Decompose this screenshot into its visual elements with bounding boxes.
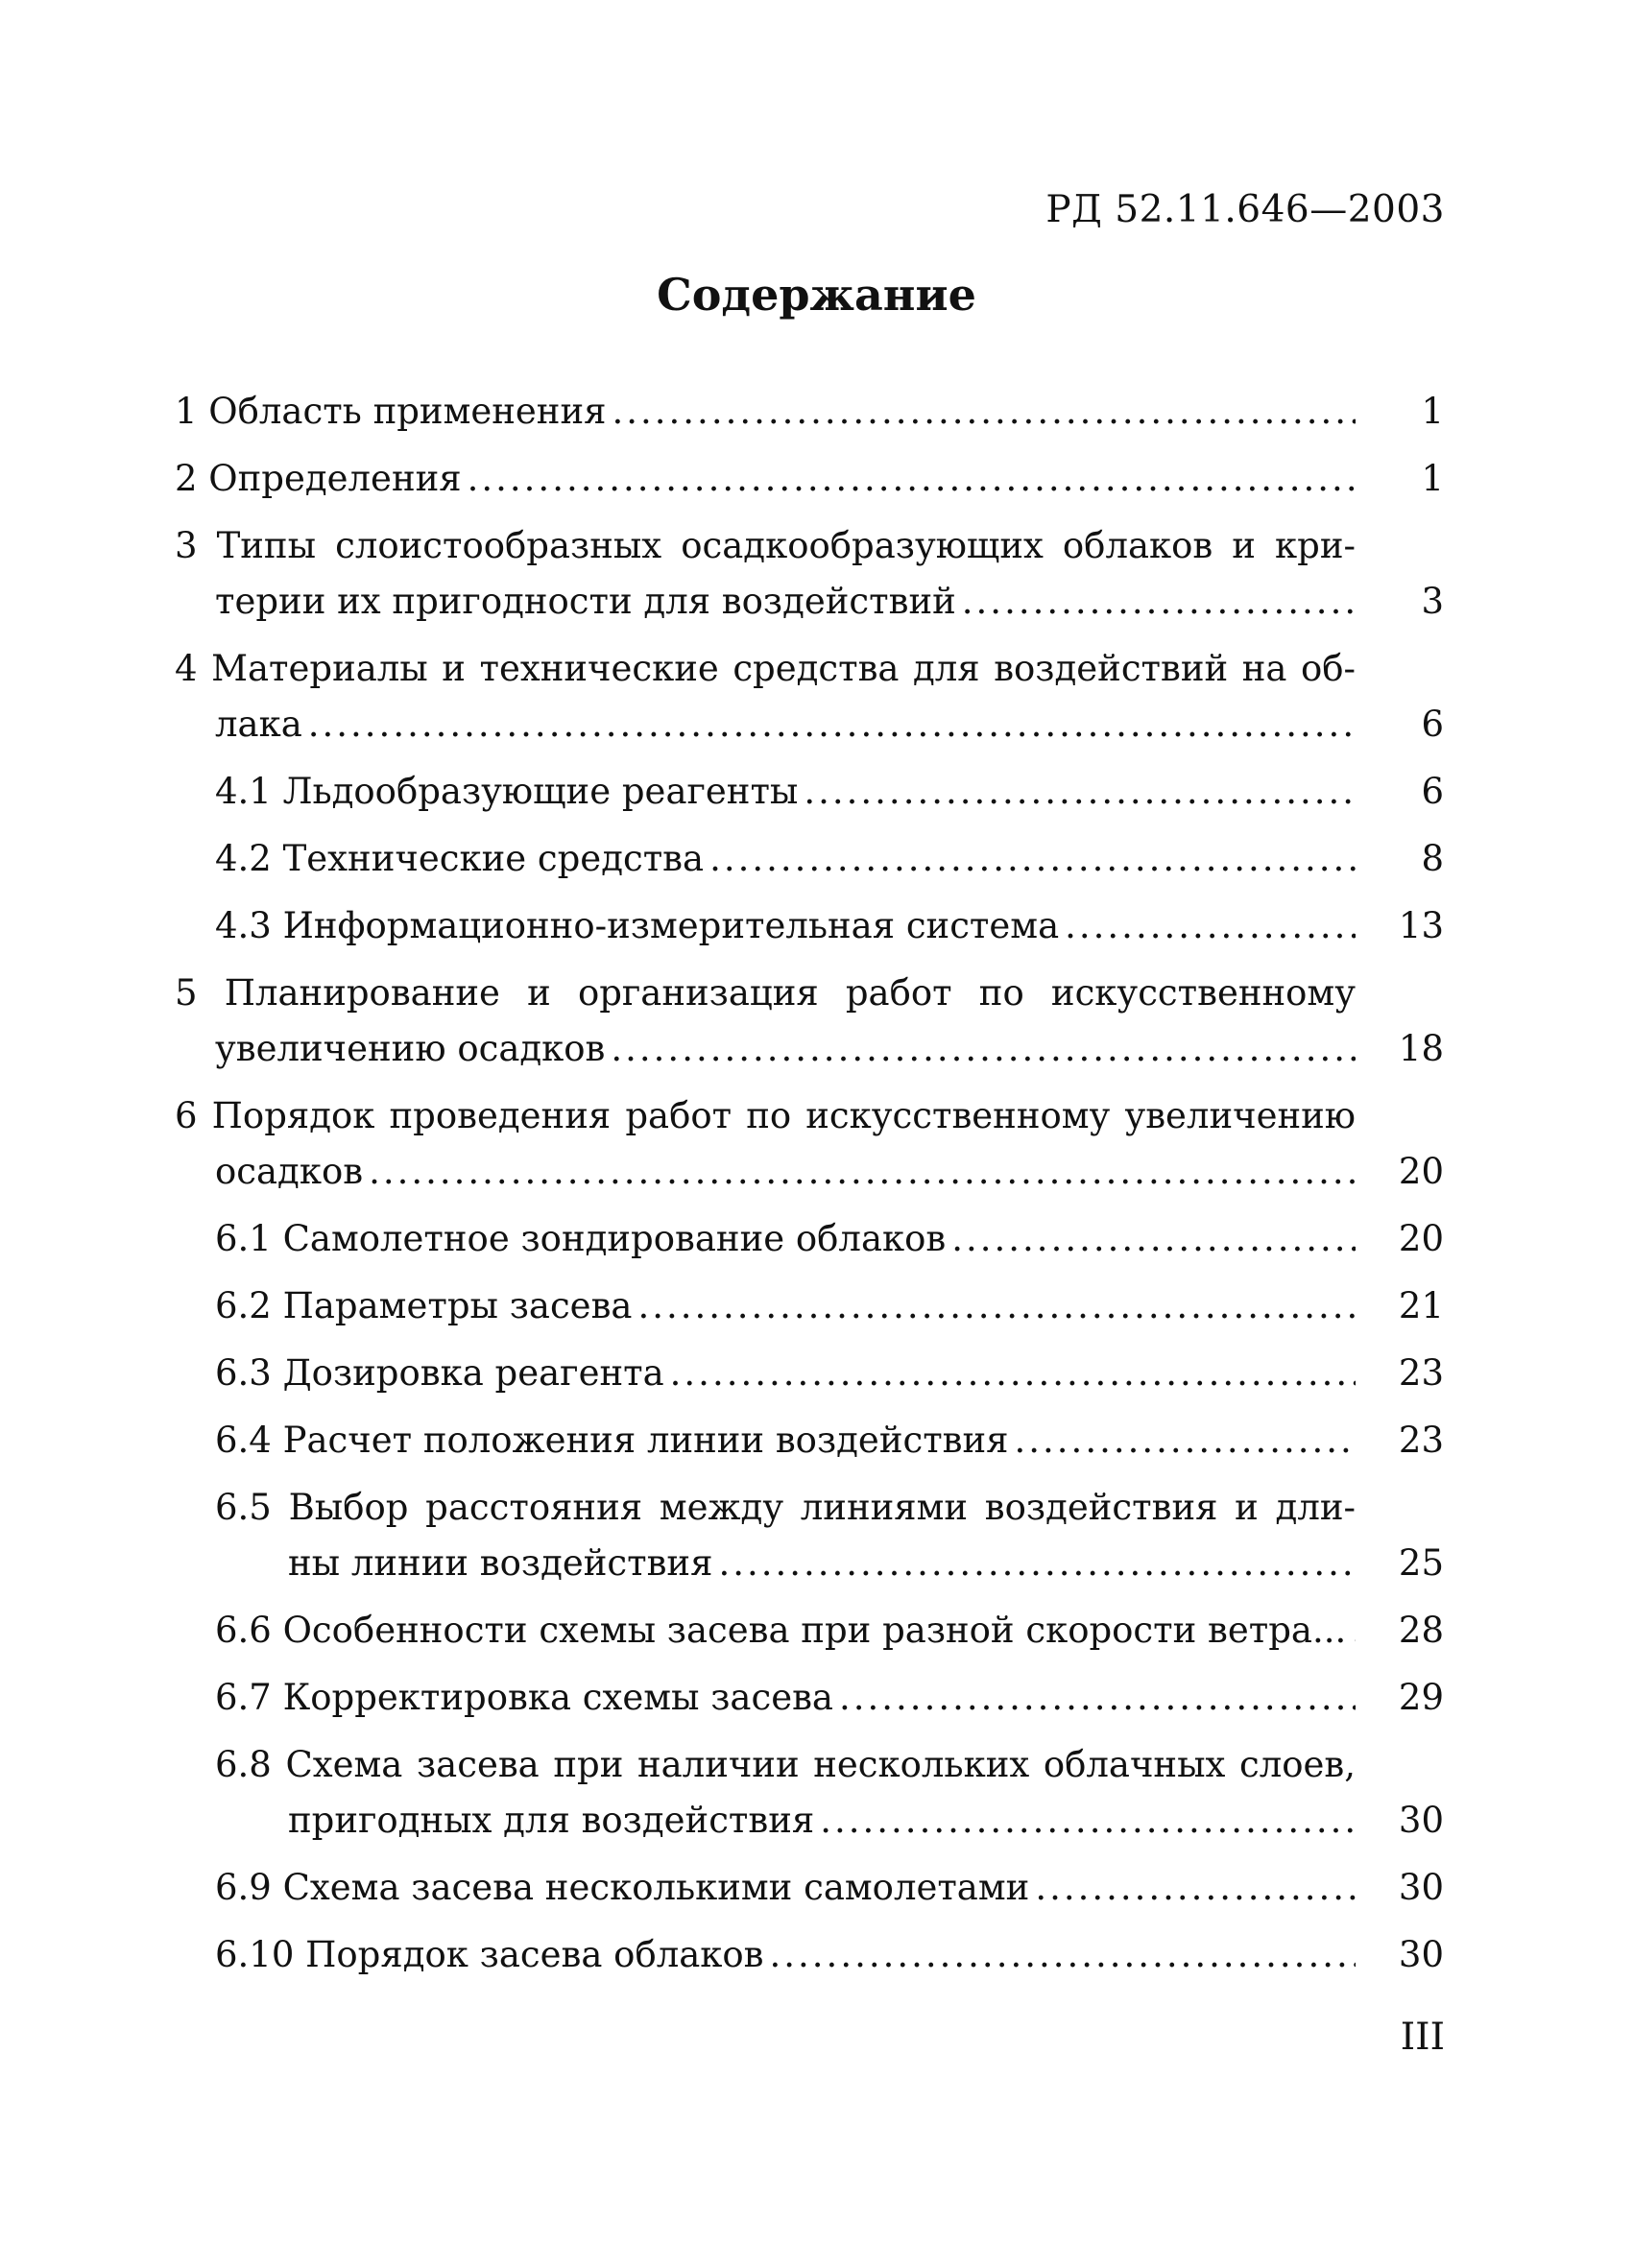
table-of-contents	[175, 384, 1444, 1994]
dot-leader	[770, 1927, 1356, 1983]
dot-leader	[718, 1536, 1356, 1591]
dot-leader	[804, 764, 1356, 820]
toc-entry-text-line1: 6.8 Схема засева при наличии нескольких облачных слоев,	[215, 1744, 1356, 1785]
dot-leader	[468, 451, 1356, 507]
dot-leader	[951, 1211, 1356, 1267]
toc-entry-text: 6.6 Особенности схемы засева при разной скорости ветра...	[215, 1610, 1347, 1651]
page-title: Содержание	[657, 269, 976, 321]
dot-leader	[962, 574, 1356, 630]
toc-entry-4-3[interactable]	[175, 898, 1444, 954]
toc-entry-text-line2: терии их пригодности для воздействий	[215, 581, 956, 622]
toc-entry-text: 6.1 Самолетное зондирование облаков	[215, 1218, 947, 1259]
dot-leader	[1352, 1603, 1356, 1659]
toc-entry-6-10[interactable]	[175, 1927, 1444, 1983]
document-code: РД 52.11.646—2003	[1045, 188, 1445, 231]
toc-page-number: 29	[1398, 1677, 1444, 1718]
toc-entry-6[interactable]	[175, 1088, 1444, 1200]
toc-entry-text-line2: пригодных для воздействия	[288, 1800, 815, 1841]
toc-entry-text-line2: лака	[215, 704, 302, 745]
toc-entry-text-line1: 4 Материалы и технические средства для воздействий на об-	[175, 648, 1356, 689]
toc-entry-text: 4.3 Информационно-измерительная система	[215, 905, 1060, 946]
toc-page-number: 6	[1421, 704, 1444, 745]
toc-entry-text-line2: увеличению осадков	[215, 1028, 606, 1069]
dot-leader	[1015, 1413, 1356, 1468]
dot-leader	[369, 1144, 1356, 1200]
dot-leader	[611, 1021, 1356, 1077]
dot-leader	[820, 1793, 1356, 1849]
toc-page-number: 30	[1398, 1867, 1444, 1908]
toc-page-number: 13	[1398, 905, 1444, 946]
dot-leader	[1035, 1860, 1356, 1916]
toc-entry-text: 6.10 Порядок засева облаков	[215, 1934, 764, 1975]
toc-page-number: 23	[1398, 1420, 1444, 1461]
toc-entry-text-line1: 6.5 Выбор расстояния между линиями воздействия и дли-	[215, 1487, 1356, 1528]
toc-page-number: 6	[1421, 771, 1444, 812]
toc-entry-text: 6.4 Расчет положения линии воздействия	[215, 1420, 1009, 1461]
toc-entry-text: 2 Определения	[175, 458, 462, 499]
toc-entry-text: 1 Область применения	[175, 391, 607, 432]
toc-entry-text-line1: 5 Планирование и организация работ по искусственному	[175, 972, 1356, 1014]
toc-page-number: 28	[1398, 1610, 1444, 1651]
toc-entry-3[interactable]	[175, 518, 1444, 630]
toc-entry-5[interactable]	[175, 966, 1444, 1077]
toc-entry-text-line2: ны линии воздействия	[288, 1542, 713, 1584]
toc-entry-1[interactable]	[175, 384, 1444, 440]
dot-leader	[308, 697, 1356, 752]
toc-entry-text: 6.2 Параметры засева	[215, 1285, 633, 1326]
toc-entry-2[interactable]	[175, 451, 1444, 507]
toc-entry-text: 4.1 Льдообразующие реагенты	[215, 771, 799, 812]
toc-entry-text-line1: 3 Типы слоистообразных осадкообразующих облаков и кри-	[175, 525, 1356, 566]
toc-page-number: 30	[1398, 1800, 1444, 1841]
toc-entry-text-line1: 6 Порядок проведения работ по искусственному увеличению	[175, 1095, 1356, 1136]
toc-entry-6-3[interactable]	[175, 1346, 1444, 1401]
toc-entry-6-7[interactable]	[175, 1670, 1444, 1726]
dot-leader	[1065, 898, 1356, 954]
toc-entry-6-5[interactable]	[175, 1480, 1444, 1591]
toc-entry-6-2[interactable]	[175, 1278, 1444, 1334]
toc-entry-6-8[interactable]	[175, 1737, 1444, 1849]
toc-page-number: 1	[1421, 391, 1444, 432]
toc-page-number: 30	[1398, 1934, 1444, 1975]
toc-entry-text: 4.2 Технические средства	[215, 838, 705, 879]
toc-entry-6-9[interactable]	[175, 1860, 1444, 1916]
toc-entry-4-1[interactable]	[175, 764, 1444, 820]
toc-entry-text: 6.9 Схема засева несколькими самолетами	[215, 1867, 1030, 1908]
toc-page-number: 21	[1398, 1285, 1444, 1326]
toc-page-number: 1	[1421, 458, 1444, 499]
dot-leader	[637, 1278, 1356, 1334]
toc-entry-6-4[interactable]	[175, 1413, 1444, 1468]
toc-page-number: 3	[1421, 581, 1444, 622]
dot-leader	[670, 1346, 1356, 1401]
toc-entry-text: 6.3 Дозировка реагента	[215, 1352, 664, 1394]
toc-entry-6-6[interactable]	[175, 1603, 1444, 1659]
dot-leader	[612, 384, 1356, 440]
toc-entry-text: 6.7 Корректировка схемы засева	[215, 1677, 833, 1718]
toc-entry-text-line2: осадков	[215, 1151, 364, 1192]
page-number-roman: III	[1400, 2016, 1445, 2059]
dot-leader	[709, 831, 1356, 887]
toc-entry-4-2[interactable]	[175, 831, 1444, 887]
toc-page-number: 25	[1398, 1542, 1444, 1584]
toc-entry-6-1[interactable]	[175, 1211, 1444, 1267]
toc-page-number: 20	[1398, 1218, 1444, 1259]
toc-entry-4[interactable]	[175, 641, 1444, 752]
toc-page-number: 20	[1398, 1151, 1444, 1192]
toc-page-number: 8	[1421, 838, 1444, 879]
dot-leader	[839, 1670, 1356, 1726]
toc-page-number: 18	[1398, 1028, 1444, 1069]
toc-page-number: 23	[1398, 1352, 1444, 1394]
